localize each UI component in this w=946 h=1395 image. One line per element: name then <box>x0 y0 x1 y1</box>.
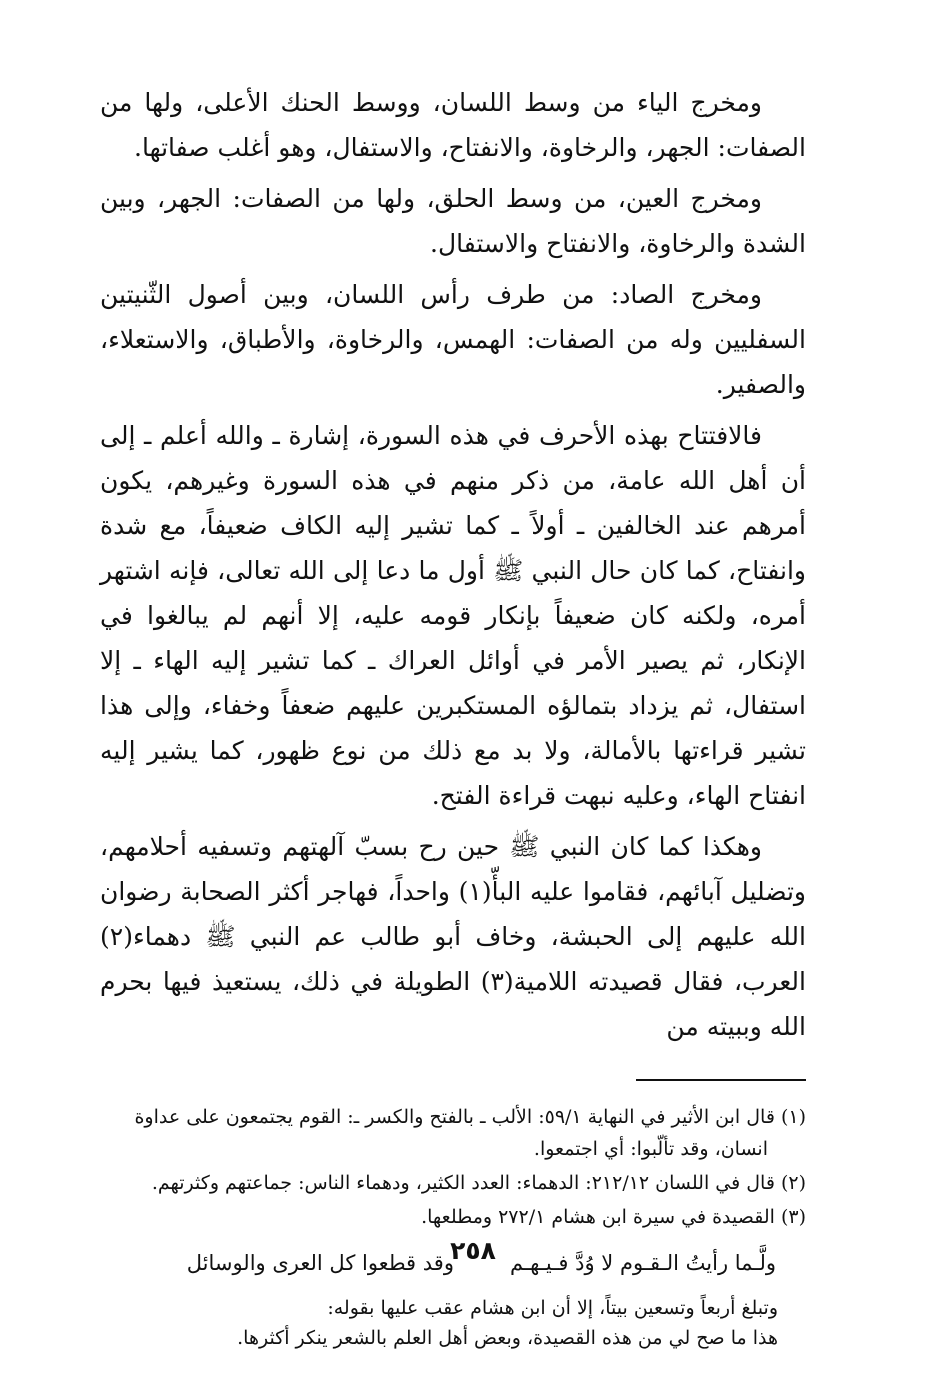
footnote-1 <box>100 1101 806 1165</box>
page-content <box>100 80 806 1353</box>
paragraph-opening-letters: فالافتتاح بهذه الأحرف في هذه السورة، إشارة ـ والله أعلم ـ إلى أن أهل الله عامة، من ذكر منهم في هذه السورة وغيرهم، يكون أمرهم عند الخالفين ـ أولاً ـ كما تشير إليه الكاف ضعيفاً، مع شدة وانفتاح، كما كان حال النبي ﷺ أول ما دعا إلى الله تعالى، فإنه اشتهر أمره، ولكنه كان ضعيفاً بإنكار قومه عليه، إلا أنهم لم يبالغوا في الإنكار، ثم يصير الأمر في أوائل العراك ـ كما تشير إليه الهاء ـ إلا استفال، ثم يزداد بتمالؤه المستكبرين عليهم ضعفاً وخفاء، وإلى هذا تشير قراءتها بالأمالة، ولا بد مع ذلك من نوع ظهور، كما يشير إليه انفتاح الهاء، وعليه نبهت قراءة الفتح. <box>100 421 806 810</box>
footnote-2: (٢) قال في اللسان ٢١٢/١٢: الدهماء: العدد الكثير، ودهماء الناس: جماعتهم وكثرتهم. <box>151 1172 806 1194</box>
footnotes <box>100 1101 806 1353</box>
paragraph-ya: ومخرج الياء من وسط اللسان، ووسط الحنك الأعلى، ولها من الصفات: الجهر، والرخاوة، والانفتاح، والاستفال، وهو أغلب صفاتها. <box>100 88 806 162</box>
main-text <box>100 80 806 1049</box>
footnote-note-1: وتبلغ أربعاً وتسعين بيتاً، إلا أن ابن هشام عقب عليها بقوله: <box>327 1297 778 1319</box>
verse-first-hemistich: ولَّـما رأيتُ الـقـوم لا وُدَّ فـيـهـم <box>509 1251 776 1275</box>
footnote-divider <box>636 1079 806 1081</box>
verse-second-hemistich: وقد قطعوا كل العرى والوسائل <box>186 1251 454 1275</box>
footnote-1-line-1: (١) قال ابن الأثير في النهاية ٥٩/١: الألب ـ بالفتح والكسر ـ: القوم يجتمعون على عداوة <box>134 1106 806 1128</box>
paragraph-prophet: وهكذا كما كان النبي ﷺ حين رح بسبّ آلهتهم وتسفيه أحلامهم، وتضليل آبائهم، فقاموا عليه البأّ(١) واحداً، فهاجر أكثر الصحابة رضوان الله عليهم إلى الحبشة، وخاف أبو طالب عم النبي ﷺ دهماء(٢) العرب، فقال قصيدته اللامية(٣) الطويلة في ذلك، يستعيذ فيها بحرم الله وببيته من <box>100 832 806 1041</box>
paragraph-sad: ومخرج الصاد: من طرف رأس اللسان، وبين أصول الثّنيتين السفليين وله من الصفات: الهمس، والرخاوة، والأطباق، والاستعلاء، والصفير. <box>100 280 806 399</box>
paragraph-ain: ومخرج العين، من وسط الحلق، ولها من الصفات: الجهر، وبين الشدة والرخاوة، والانفتاح والاستفال. <box>100 184 806 258</box>
footnote-1-line-2: انسان، وقد تألّبوا: أي اجتمعوا. <box>533 1138 768 1160</box>
footnote-note-2: هذا ما صح لي من هذه القصيدة، وبعض أهل العلم بالشعر ينكر أكثرها. <box>237 1327 778 1349</box>
page-number: ٢٥٨ <box>450 1236 496 1265</box>
footnote-3: (٣) القصيدة في سيرة ابن هشام ٢٧٢/١ ومطلعها. <box>421 1206 806 1228</box>
